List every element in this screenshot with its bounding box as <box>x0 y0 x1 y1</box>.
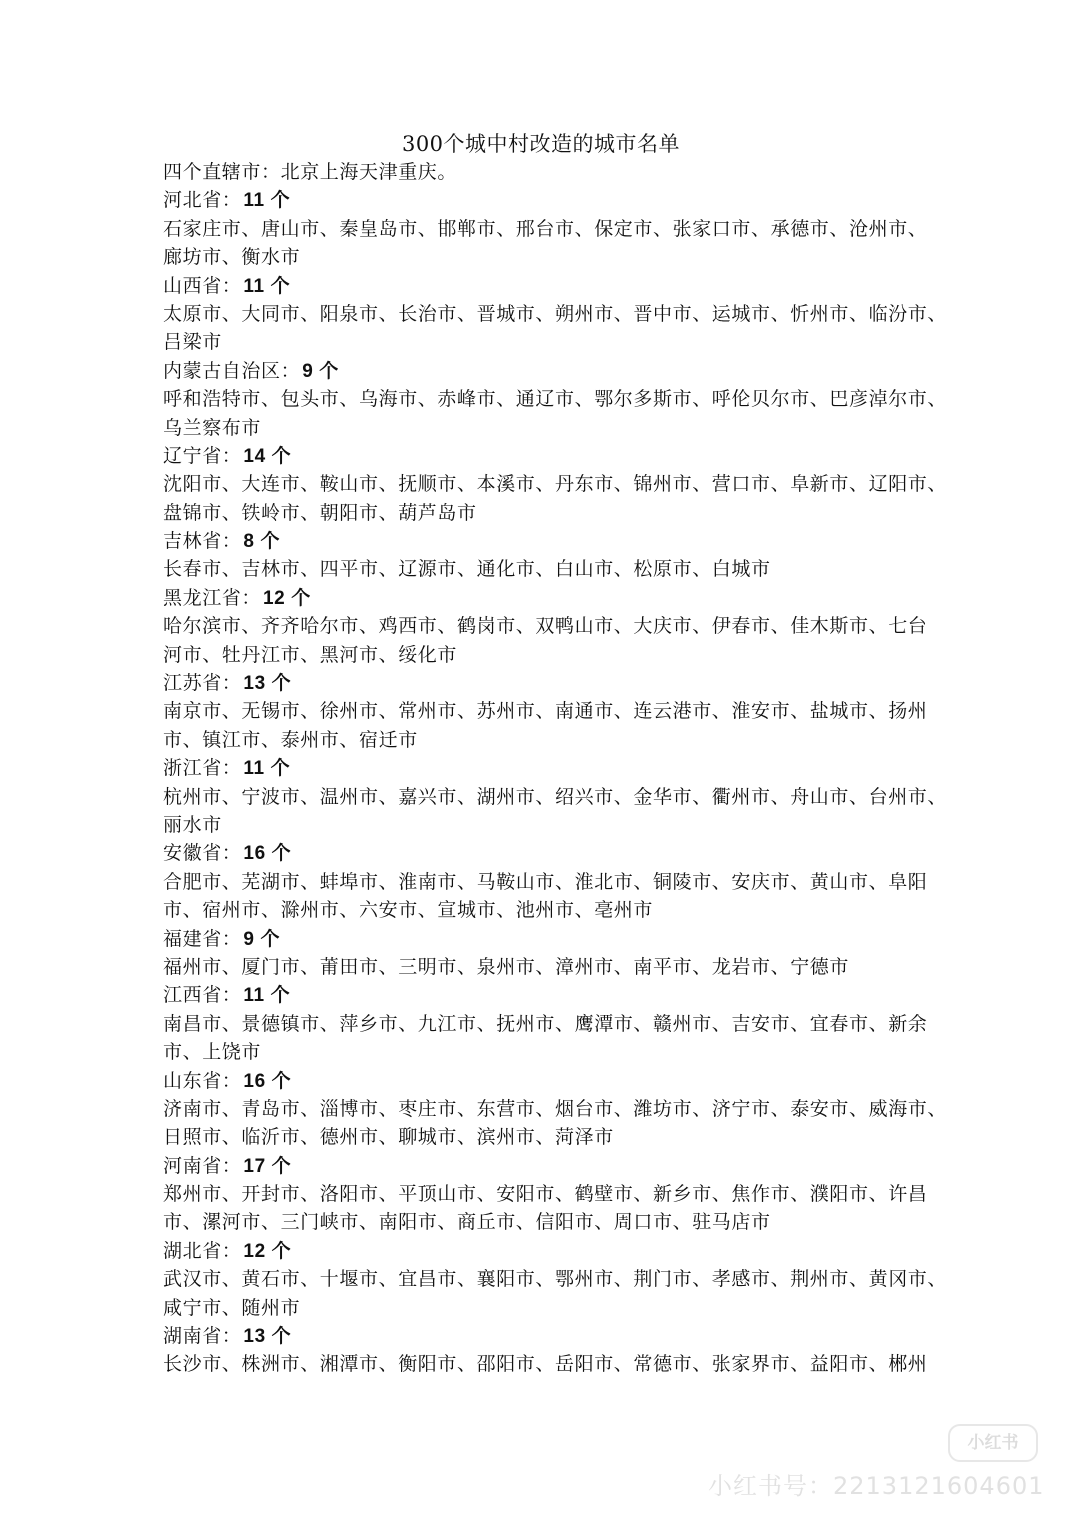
province-label: 山西省： <box>163 274 242 297</box>
city-list-line: 沈阳市、大连市、鞍山市、抚顺市、本溪市、丹东市、锦州市、营口市、阜新市、辽阳市、 <box>163 473 948 496</box>
city-list-line: 长春市、吉林市、四平市、辽源市、通化市、白山市、松原市、白城市 <box>163 558 771 581</box>
province-label: 浙江省： <box>163 757 242 780</box>
province-city-count: 13 个 <box>243 1326 292 1348</box>
city-list-line: 呼和浩特市、包头市、乌海市、赤峰市、通辽市、鄂尔多斯市、呼伦贝尔市、巴彦淖尔市、 <box>163 388 948 411</box>
city-list-line: 南昌市、景德镇市、萍乡市、九江市、抚州市、鹰潭市、赣州市、吉安市、宜春市、新余 <box>163 1012 928 1035</box>
city-list-line: 乌兰察布市 <box>163 416 262 439</box>
province-heading <box>163 1067 923 1095</box>
province-city-count: 12 个 <box>263 587 311 609</box>
province-label: 湖南省： <box>163 1325 242 1348</box>
province-heading <box>163 527 923 555</box>
province-city-count: 8 个 <box>243 531 281 553</box>
province-label: 辽宁省： <box>163 444 242 467</box>
province-city-count: 11 个 <box>243 275 291 297</box>
province-city-count: 12 个 <box>243 1240 292 1262</box>
province-label: 湖北省： <box>163 1239 242 1262</box>
city-list-line: 长沙市、株洲市、湘潭市、衡阳市、邵阳市、岳阳市、常德市、张家界市、益阳市、郴州 <box>163 1353 928 1376</box>
province-heading <box>163 584 923 612</box>
province-city-count: 9 个 <box>243 928 281 950</box>
city-list-line: 合肥市、芜湖市、蚌埠市、淮南市、马鞍山市、淮北市、铜陵市、安庆市、黄山市、阜阳 <box>163 870 928 893</box>
province-heading <box>163 1237 923 1265</box>
document-page <box>163 130 948 1379</box>
province-city-count: 11 个 <box>243 985 291 1007</box>
province-heading <box>163 669 923 697</box>
city-list-line: 吕梁市 <box>163 331 222 354</box>
xiaohongshu-logo-icon: 小红书 <box>948 1424 1038 1462</box>
province-label: 江苏省： <box>163 672 242 695</box>
province-label: 黑龙江省： <box>163 586 262 609</box>
province-heading <box>163 357 923 385</box>
province-city-count: 9 个 <box>302 360 339 382</box>
city-list-line: 廊坊市、衡水市 <box>163 246 301 269</box>
city-list-line: 南京市、无锡市、徐州市、常州市、苏州市、南通市、连云港市、淮安市、盐城市、扬州 <box>163 700 928 723</box>
province-city-count: 16 个 <box>243 843 292 865</box>
province-label: 河北省： <box>163 189 242 212</box>
city-list-line: 市、宿州市、滁州市、六安市、宣城市、池州市、亳州市 <box>163 899 654 922</box>
province-heading <box>163 1152 923 1180</box>
province-heading <box>163 442 923 470</box>
province-city-count: 17 个 <box>243 1155 292 1177</box>
city-list-line: 杭州市、宁波市、温州市、嘉兴市、湖州市、绍兴市、金华市、衢州市、舟山市、台州市、 <box>163 785 948 808</box>
province-label: 吉林省： <box>163 530 242 553</box>
intro-line: 四个直辖市：北京上海天津重庆。 <box>163 161 458 183</box>
province-label: 江西省： <box>163 984 242 1007</box>
province-city-count: 16 个 <box>243 1070 292 1092</box>
watermark-id: 小红书号：2213121604601 <box>708 1472 1045 1500</box>
city-list-line: 盘锦市、铁岭市、朝阳市、葫芦岛市 <box>163 501 477 524</box>
province-label: 内蒙古自治区： <box>163 359 301 382</box>
city-list-line: 市、镇江市、泰州市、宿迁市 <box>163 728 418 751</box>
province-city-count: 11 个 <box>243 190 291 212</box>
city-list-line: 市、上饶市 <box>163 1041 262 1064</box>
province-city-count: 11 个 <box>243 758 291 780</box>
province-label: 福建省： <box>163 927 242 950</box>
city-list-line: 市、漯河市、三门峡市、南阳市、商丘市、信阳市、周口市、驻马店市 <box>163 1211 771 1234</box>
city-list-line: 河市、牡丹江市、黑河市、绥化市 <box>163 643 458 666</box>
province-heading <box>163 272 923 300</box>
city-list-line: 丽水市 <box>163 813 222 836</box>
city-list-line: 太原市、大同市、阳泉市、长治市、晋城市、朔州市、晋中市、运城市、忻州市、临汾市、 <box>163 302 948 325</box>
province-heading <box>163 925 923 953</box>
province-city-count: 14 个 <box>243 445 292 467</box>
city-list-line: 哈尔滨市、齐齐哈尔市、鸡西市、鹤岗市、双鸭山市、大庆市、伊春市、佳木斯市、七台 <box>163 615 928 638</box>
city-list-line: 武汉市、黄石市、十堰市、宜昌市、襄阳市、鄂州市、荆门市、孝感市、荆州市、黄冈市、 <box>163 1268 948 1291</box>
city-list-line: 福州市、厦门市、莆田市、三明市、泉州市、漳州市、南平市、龙岩市、宁德市 <box>163 955 850 978</box>
city-list-line: 郑州市、开封市、洛阳市、平顶山市、安阳市、鹤壁市、新乡市、焦作市、濮阳市、许昌 <box>163 1183 928 1206</box>
city-list-line: 济南市、青岛市、淄博市、枣庄市、东营市、烟台市、潍坊市、济宁市、泰安市、威海市、 <box>163 1097 948 1120</box>
province-heading <box>163 186 923 214</box>
city-list-line: 石家庄市、唐山市、秦皇岛市、邯郸市、邢台市、保定市、张家口市、承德市、沧州市、 <box>163 217 928 240</box>
province-heading <box>163 981 923 1009</box>
province-label: 山东省： <box>163 1069 242 1092</box>
province-heading <box>163 754 923 782</box>
province-label: 河南省： <box>163 1154 242 1177</box>
city-list-line: 咸宁市、随州市 <box>163 1296 301 1319</box>
province-heading <box>163 1322 923 1350</box>
province-list <box>163 186 948 1378</box>
document-title: 300个城中村改造的城市名单 <box>401 132 681 156</box>
province-heading <box>163 839 923 867</box>
city-list-line: 日照市、临沂市、德州市、聊城市、滨州市、菏泽市 <box>163 1126 614 1149</box>
province-label: 安徽省： <box>163 842 242 865</box>
province-city-count: 13 个 <box>243 673 292 695</box>
